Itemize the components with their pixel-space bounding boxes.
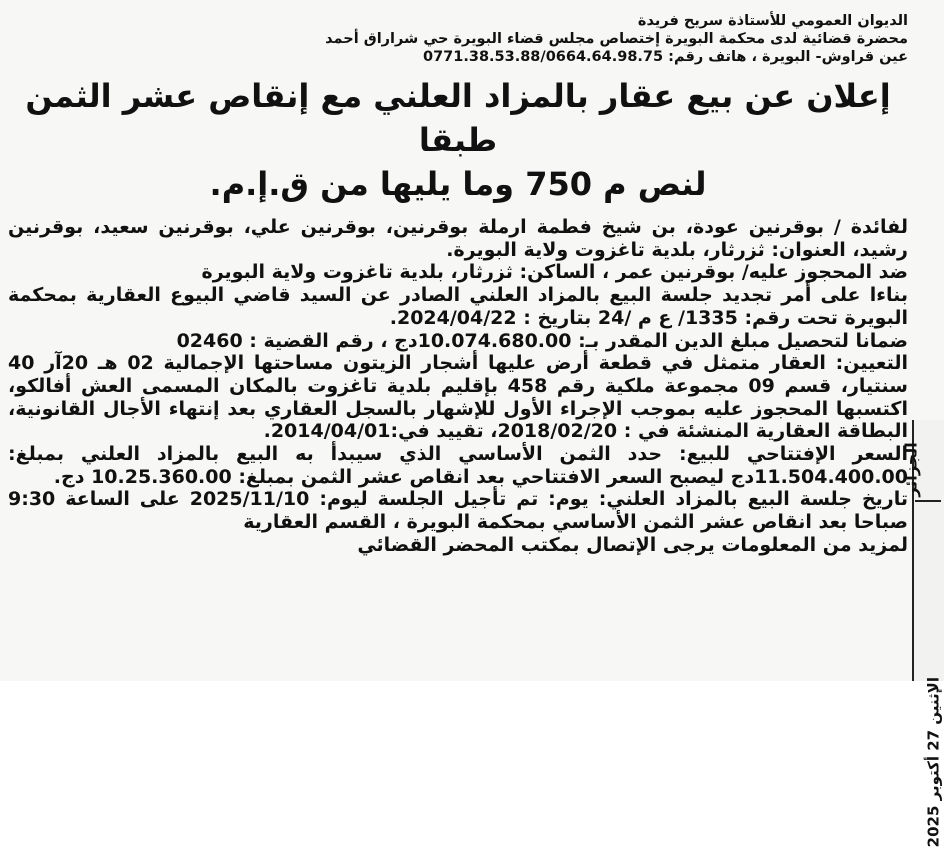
title-line-2: لنص م 750 وما يليها من ق.إ.م.	[209, 165, 707, 203]
beneficiaries-paragraph: لفائدة / بوقرنين عودة، بن شيخ فطمة ارملة بوقرنين، بوقرنين علي، بوقرنين سعيد، بوقرنين رشيد، العنوان: ثزرثار، بلدية تاغزوت ولاية البويرة.	[8, 216, 908, 261]
newspaper-side-strip	[901, 420, 944, 847]
auction-date-paragraph: تاريخ جلسة البيع بالمزاد العلني: يوم: تم تأجيل الجلسة ليوم: 2025/11/10 على الساعة 9:30 صباحا بعد انقاص عشر الثمن الأساسي بمحكمة البويرة ، القسم العقارية	[8, 488, 908, 534]
announcement	[8, 12, 908, 557]
court-order-paragraph: بناءا على أمر تجديد جلسة البيع بالمزاد العلني الصادر عن السيد قاضي البيوع العقارية بمحكمة البويرة تحت رقم: 1335/ ع م /24 بتاريخ : 2024/04/22.	[8, 284, 908, 329]
announcement-title	[8, 74, 908, 206]
newspaper-name-box	[901, 420, 941, 502]
debtor-paragraph: ضد المحجوز عليه/ بوقرنين عمر ، الساكن: ثزرثار، بلدية تاغزوت ولاية البويرة	[201, 261, 908, 284]
debt-amount-paragraph: ضمانا لتحصيل مبلغ الدين المقدر بـ: 10.074.680.00دج ، رقم القضية : 02460	[176, 329, 908, 352]
contact-paragraph: لمزيد من المعلومات يرجى الإتصال بمكتب المحضر القضائي	[357, 533, 908, 556]
office-contact: عين قراوش- البويرة ، هاتف رقم: 0771.38.53.88/0664.64.98.75	[422, 49, 908, 65]
newspaper-date-box	[916, 502, 942, 847]
property-description-paragraph: التعيين: العقار متمثل في قطعة أرض عليها أشجار الزيتون مساحتها الإجمالية 02 هـ 20آر 40 سنتيار، قسم 09 مجموعة ملكية رقم 458 بإقليم بلدية تاغزوت بالمكان المسمى العش أفالكو، اكتسبها المحجوز عليه بموجب الإجراء الأول للإشهار بالسجل العقاري بعد إنتهاء الأجال القانونية، البطاقة العقارية المنشئة في : 2018/02/20، تقييد في:2014/04/01.	[8, 352, 908, 443]
title-line-1: إعلان عن بيع عقار بالمزاد العلني مع إنقاص عشر الثمن طبقا	[25, 77, 891, 159]
office-name: الديوان العمومي للأستاذة سريح فريدة	[637, 13, 908, 29]
newspaper-date: الإثنين 27 أكتوبر 2025	[924, 677, 942, 847]
opening-price-paragraph: السعر الإفتتاحي للبيع: حدد الثمن الأساسي الذي سيبدأ به البيع بالمزاد العلني بمبلغ: 11.504.400.00دج ليصبح السعر الافتتاحي بعد انقاص عشر الثمن بمبلغ: 10.25.360.00 دج.	[8, 443, 908, 488]
announcement-body	[8, 216, 908, 557]
newspaper-name: الجزائر	[901, 442, 921, 497]
office-description: محضرة قضائية لدى محكمة البويرة إختصاص مجلس قضاء البويرة حي شراراق أحمد	[325, 31, 908, 47]
